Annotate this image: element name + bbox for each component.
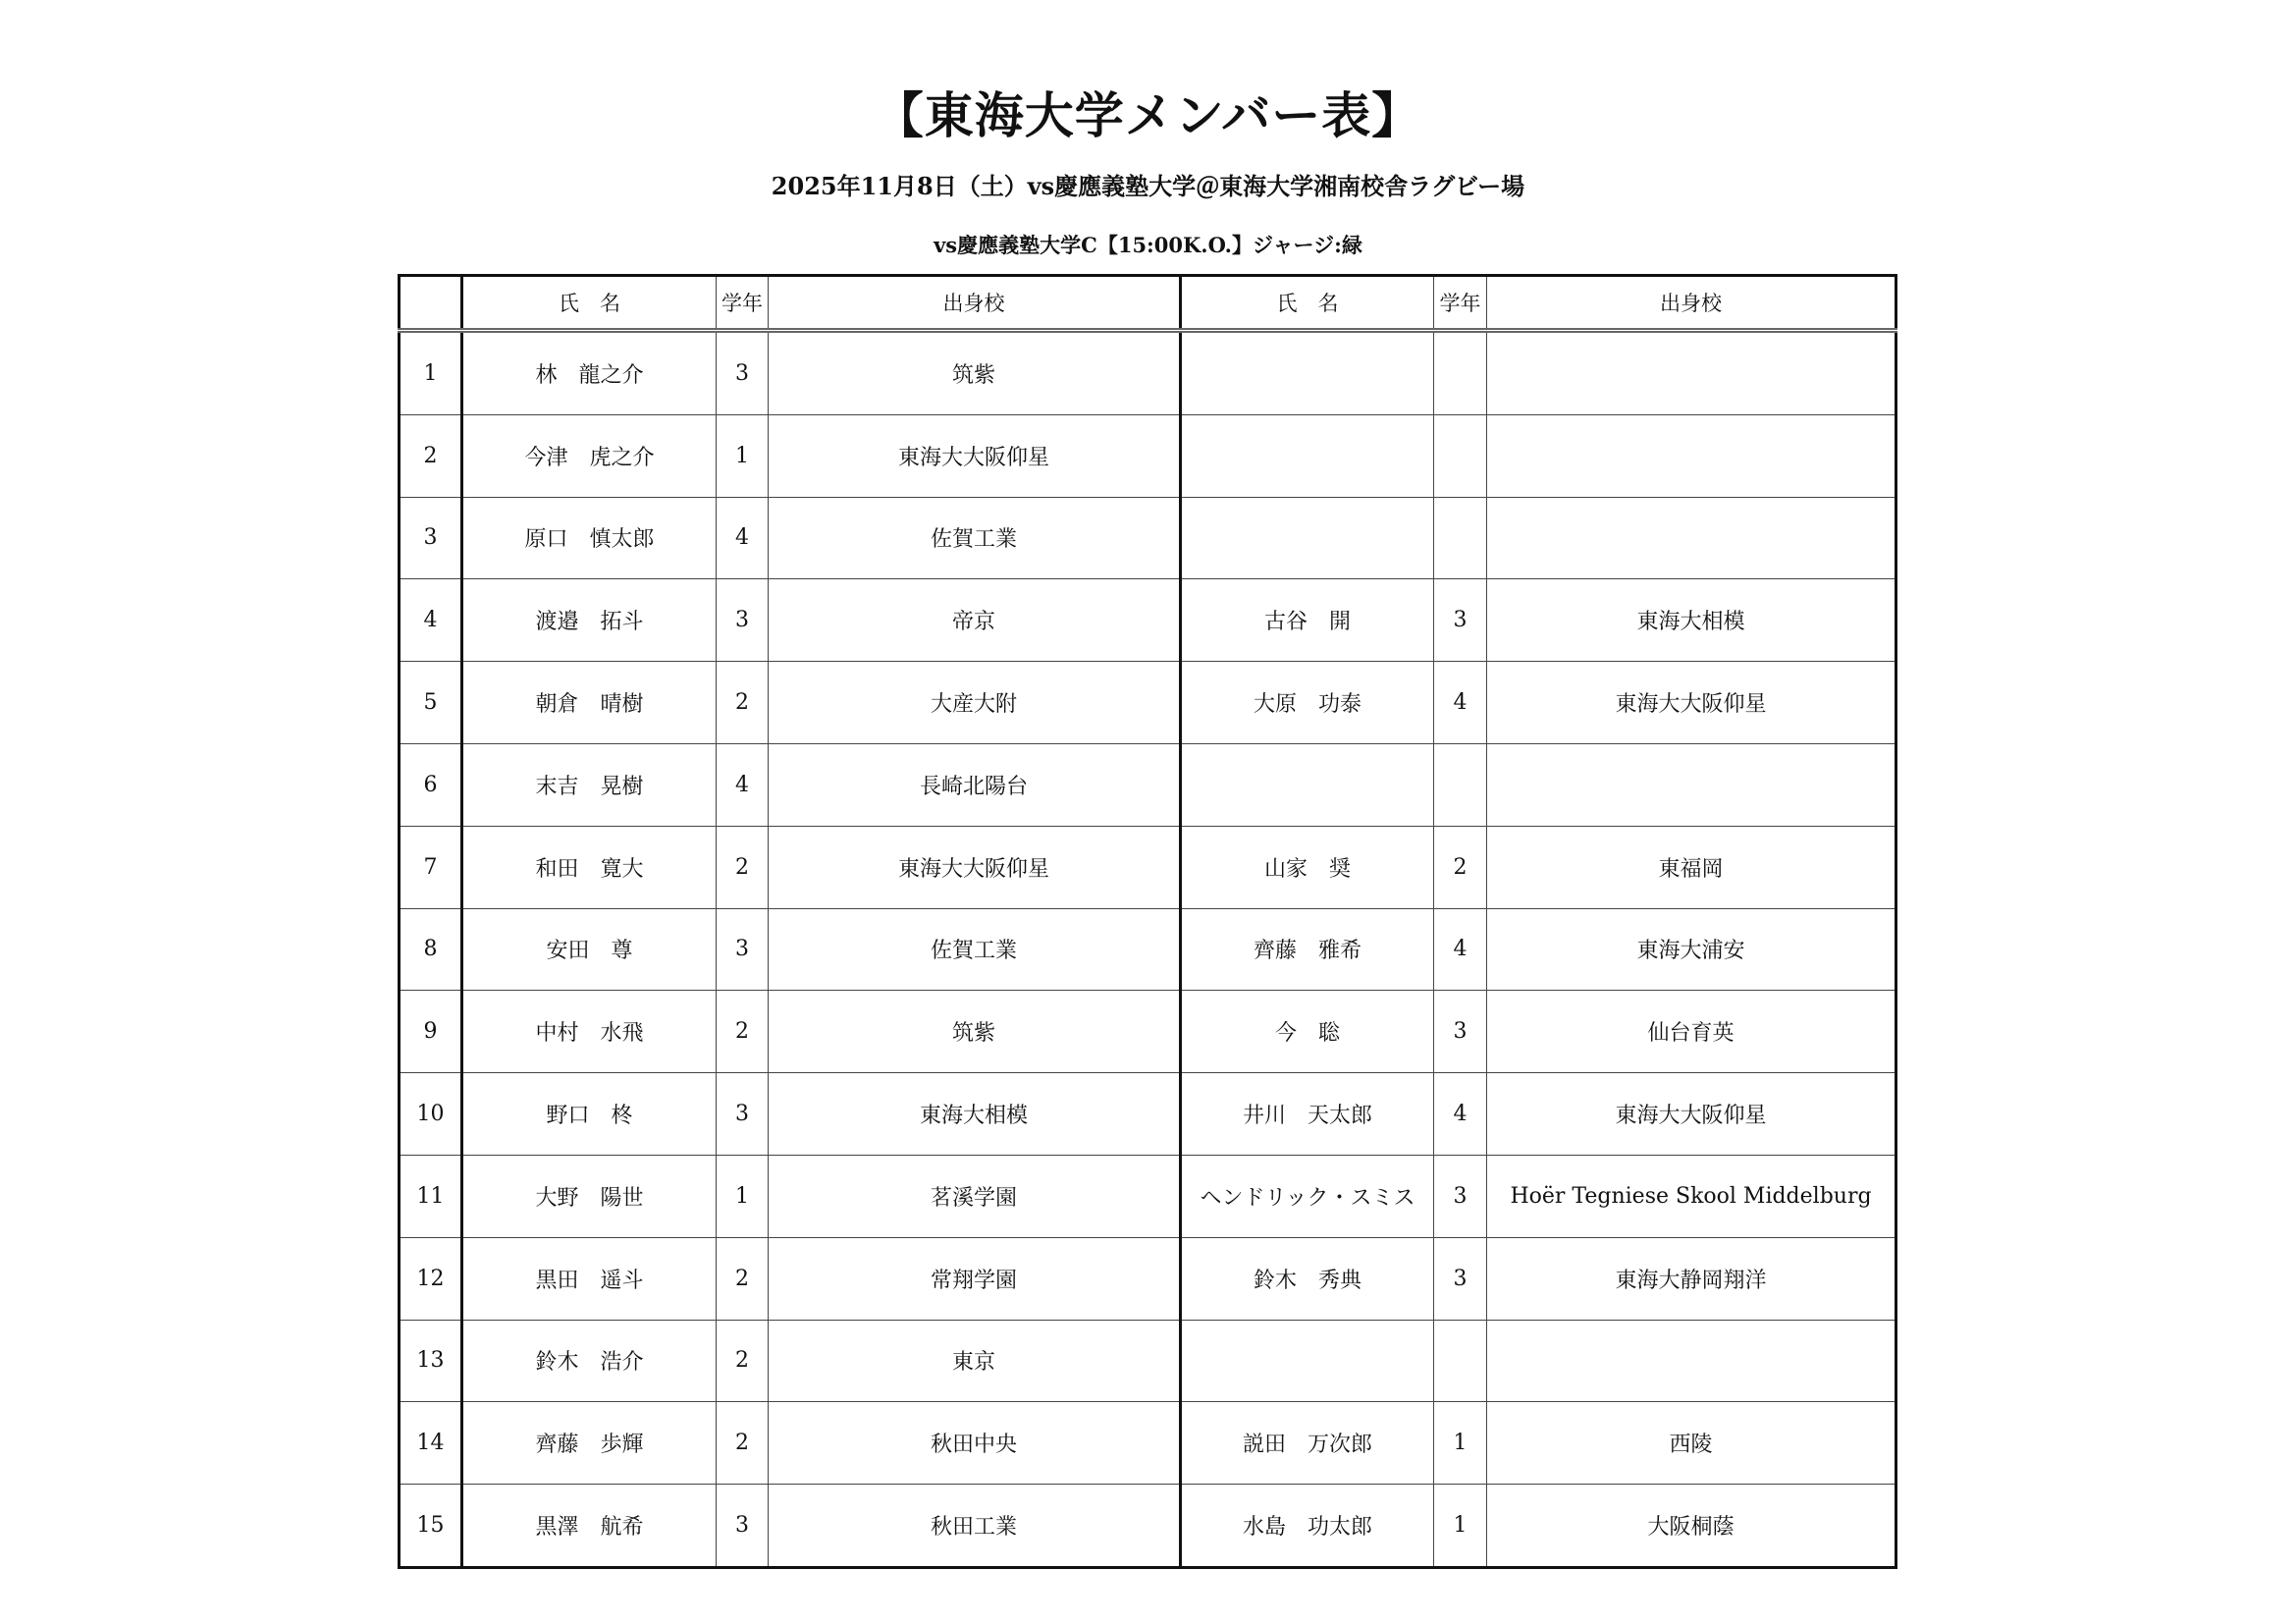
reserve-name	[1181, 414, 1434, 497]
player-school: 秋田中央	[769, 1402, 1181, 1485]
reserve-name: 水島 功太郎	[1181, 1485, 1434, 1568]
player-school: 筑紫	[769, 331, 1181, 415]
header-grade: 学年	[717, 276, 769, 331]
header-reserve-school: 出身校	[1487, 276, 1896, 331]
row-number: 7	[400, 826, 462, 908]
table-row	[400, 1073, 1896, 1156]
player-grade: 2	[717, 1320, 769, 1402]
row-number: 3	[400, 497, 462, 579]
player-grade: 3	[717, 1073, 769, 1156]
reserve-grade	[1434, 331, 1487, 415]
table-row	[400, 743, 1896, 826]
reserve-name	[1181, 743, 1434, 826]
player-grade: 1	[717, 1155, 769, 1237]
player-name: 野口 柊	[462, 1073, 717, 1156]
player-name: 今津 虎之介	[462, 414, 717, 497]
table-row	[400, 1155, 1896, 1237]
player-grade: 4	[717, 743, 769, 826]
player-school: 帝京	[769, 579, 1181, 662]
reserve-grade	[1434, 414, 1487, 497]
player-name: 安田 尊	[462, 908, 717, 991]
table-row	[400, 1237, 1896, 1320]
row-number: 1	[400, 331, 462, 415]
player-grade: 3	[717, 1485, 769, 1568]
reserve-name: ヘンドリック・スミス	[1181, 1155, 1434, 1237]
header-reserve-name: 氏 名	[1181, 276, 1434, 331]
reserve-name: 齊藤 雅希	[1181, 908, 1434, 991]
reserve-name	[1181, 1320, 1434, 1402]
reserve-grade: 2	[1434, 826, 1487, 908]
player-grade: 1	[717, 414, 769, 497]
reserve-grade: 4	[1434, 908, 1487, 991]
reserve-school	[1487, 743, 1896, 826]
reserve-school	[1487, 331, 1896, 415]
reserve-grade	[1434, 1320, 1487, 1402]
reserve-school: 東海大静岡翔洋	[1487, 1237, 1896, 1320]
player-school: 茗溪学園	[769, 1155, 1181, 1237]
reserve-school	[1487, 414, 1896, 497]
table-row	[400, 414, 1896, 497]
row-number: 6	[400, 743, 462, 826]
reserve-school: 東福岡	[1487, 826, 1896, 908]
player-grade: 3	[717, 579, 769, 662]
player-name: 原口 慎太郎	[462, 497, 717, 579]
row-number: 15	[400, 1485, 462, 1568]
player-grade: 2	[717, 1402, 769, 1485]
member-table	[398, 274, 1897, 1569]
reserve-grade: 1	[1434, 1485, 1487, 1568]
table-row	[400, 1485, 1896, 1568]
player-name: 黒田 遥斗	[462, 1237, 717, 1320]
reserve-name: 井川 天太郎	[1181, 1073, 1434, 1156]
table-row	[400, 331, 1896, 415]
player-school: 東京	[769, 1320, 1181, 1402]
header-reserve-grade: 学年	[1434, 276, 1487, 331]
player-school: 大産大附	[769, 662, 1181, 744]
reserve-grade: 3	[1434, 1237, 1487, 1320]
player-name: 黒澤 航希	[462, 1485, 717, 1568]
reserve-school: 仙台育英	[1487, 991, 1896, 1073]
reserve-school: Hoër Tegniese Skool Middelburg	[1487, 1155, 1896, 1237]
reserve-grade: 3	[1434, 579, 1487, 662]
player-grade: 3	[717, 908, 769, 991]
player-grade: 2	[717, 662, 769, 744]
reserve-school: 東海大浦安	[1487, 908, 1896, 991]
header-school: 出身校	[769, 276, 1181, 331]
row-number: 10	[400, 1073, 462, 1156]
reserve-school: 東海大大阪仰星	[1487, 662, 1896, 744]
player-grade: 3	[717, 331, 769, 415]
table-row	[400, 662, 1896, 744]
player-school: 東海大相模	[769, 1073, 1181, 1156]
reserve-grade	[1434, 743, 1487, 826]
reserve-school: 大阪桐蔭	[1487, 1485, 1896, 1568]
player-school: 秋田工業	[769, 1485, 1181, 1568]
table-header-row	[400, 276, 1896, 331]
table-body	[400, 331, 1896, 1568]
reserve-name	[1181, 331, 1434, 415]
match-info: vs慶應義塾大学C【15:00K.O.】ジャージ:緑	[934, 233, 1362, 257]
table-row	[400, 826, 1896, 908]
reserve-grade: 3	[1434, 991, 1487, 1073]
reserve-name: 鈴木 秀典	[1181, 1237, 1434, 1320]
reserve-school: 東海大相模	[1487, 579, 1896, 662]
row-number: 2	[400, 414, 462, 497]
reserve-name: 山家 奨	[1181, 826, 1434, 908]
reserve-grade: 1	[1434, 1402, 1487, 1485]
reserve-name: 古谷 開	[1181, 579, 1434, 662]
row-number: 9	[400, 991, 462, 1073]
reserve-name: 今 聡	[1181, 991, 1434, 1073]
player-name: 大野 陽世	[462, 1155, 717, 1237]
player-school: 常翔学園	[769, 1237, 1181, 1320]
header-number	[400, 276, 462, 331]
player-name: 末吉 晃樹	[462, 743, 717, 826]
player-name: 朝倉 晴樹	[462, 662, 717, 744]
player-name: 渡邉 拓斗	[462, 579, 717, 662]
reserve-school: 東海大大阪仰星	[1487, 1073, 1896, 1156]
player-name: 中村 水飛	[462, 991, 717, 1073]
reserve-name: 説田 万次郎	[1181, 1402, 1434, 1485]
row-number: 5	[400, 662, 462, 744]
player-grade: 2	[717, 991, 769, 1073]
row-number: 11	[400, 1155, 462, 1237]
reserve-school	[1487, 497, 1896, 579]
table-row	[400, 991, 1896, 1073]
player-school: 佐賀工業	[769, 908, 1181, 991]
table-row	[400, 497, 1896, 579]
player-name: 齊藤 歩輝	[462, 1402, 717, 1485]
player-name: 林 龍之介	[462, 331, 717, 415]
reserve-school	[1487, 1320, 1896, 1402]
reserve-school: 西陵	[1487, 1402, 1896, 1485]
row-number: 13	[400, 1320, 462, 1402]
player-school: 長崎北陽台	[769, 743, 1181, 826]
document-title: 【東海大学メンバー表】	[874, 86, 1422, 144]
player-school: 東海大大阪仰星	[769, 414, 1181, 497]
match-date-venue: 2025年11月8日（土）vs慶應義塾大学＠東海大学湘南校舎ラグビー場	[771, 172, 1525, 200]
player-grade: 2	[717, 1237, 769, 1320]
player-grade: 4	[717, 497, 769, 579]
player-name: 鈴木 浩介	[462, 1320, 717, 1402]
table-row	[400, 1402, 1896, 1485]
table-row	[400, 1320, 1896, 1402]
reserve-grade	[1434, 497, 1487, 579]
row-number: 14	[400, 1402, 462, 1485]
table-row	[400, 579, 1896, 662]
reserve-grade: 4	[1434, 662, 1487, 744]
player-school: 東海大大阪仰星	[769, 826, 1181, 908]
row-number: 4	[400, 579, 462, 662]
player-grade: 2	[717, 826, 769, 908]
player-name: 和田 寛大	[462, 826, 717, 908]
player-school: 佐賀工業	[769, 497, 1181, 579]
player-school: 筑紫	[769, 991, 1181, 1073]
reserve-grade: 3	[1434, 1155, 1487, 1237]
reserve-name: 大原 功泰	[1181, 662, 1434, 744]
reserve-grade: 4	[1434, 1073, 1487, 1156]
row-number: 8	[400, 908, 462, 991]
row-number: 12	[400, 1237, 462, 1320]
header-name: 氏 名	[462, 276, 717, 331]
reserve-name	[1181, 497, 1434, 579]
table-row	[400, 908, 1896, 991]
